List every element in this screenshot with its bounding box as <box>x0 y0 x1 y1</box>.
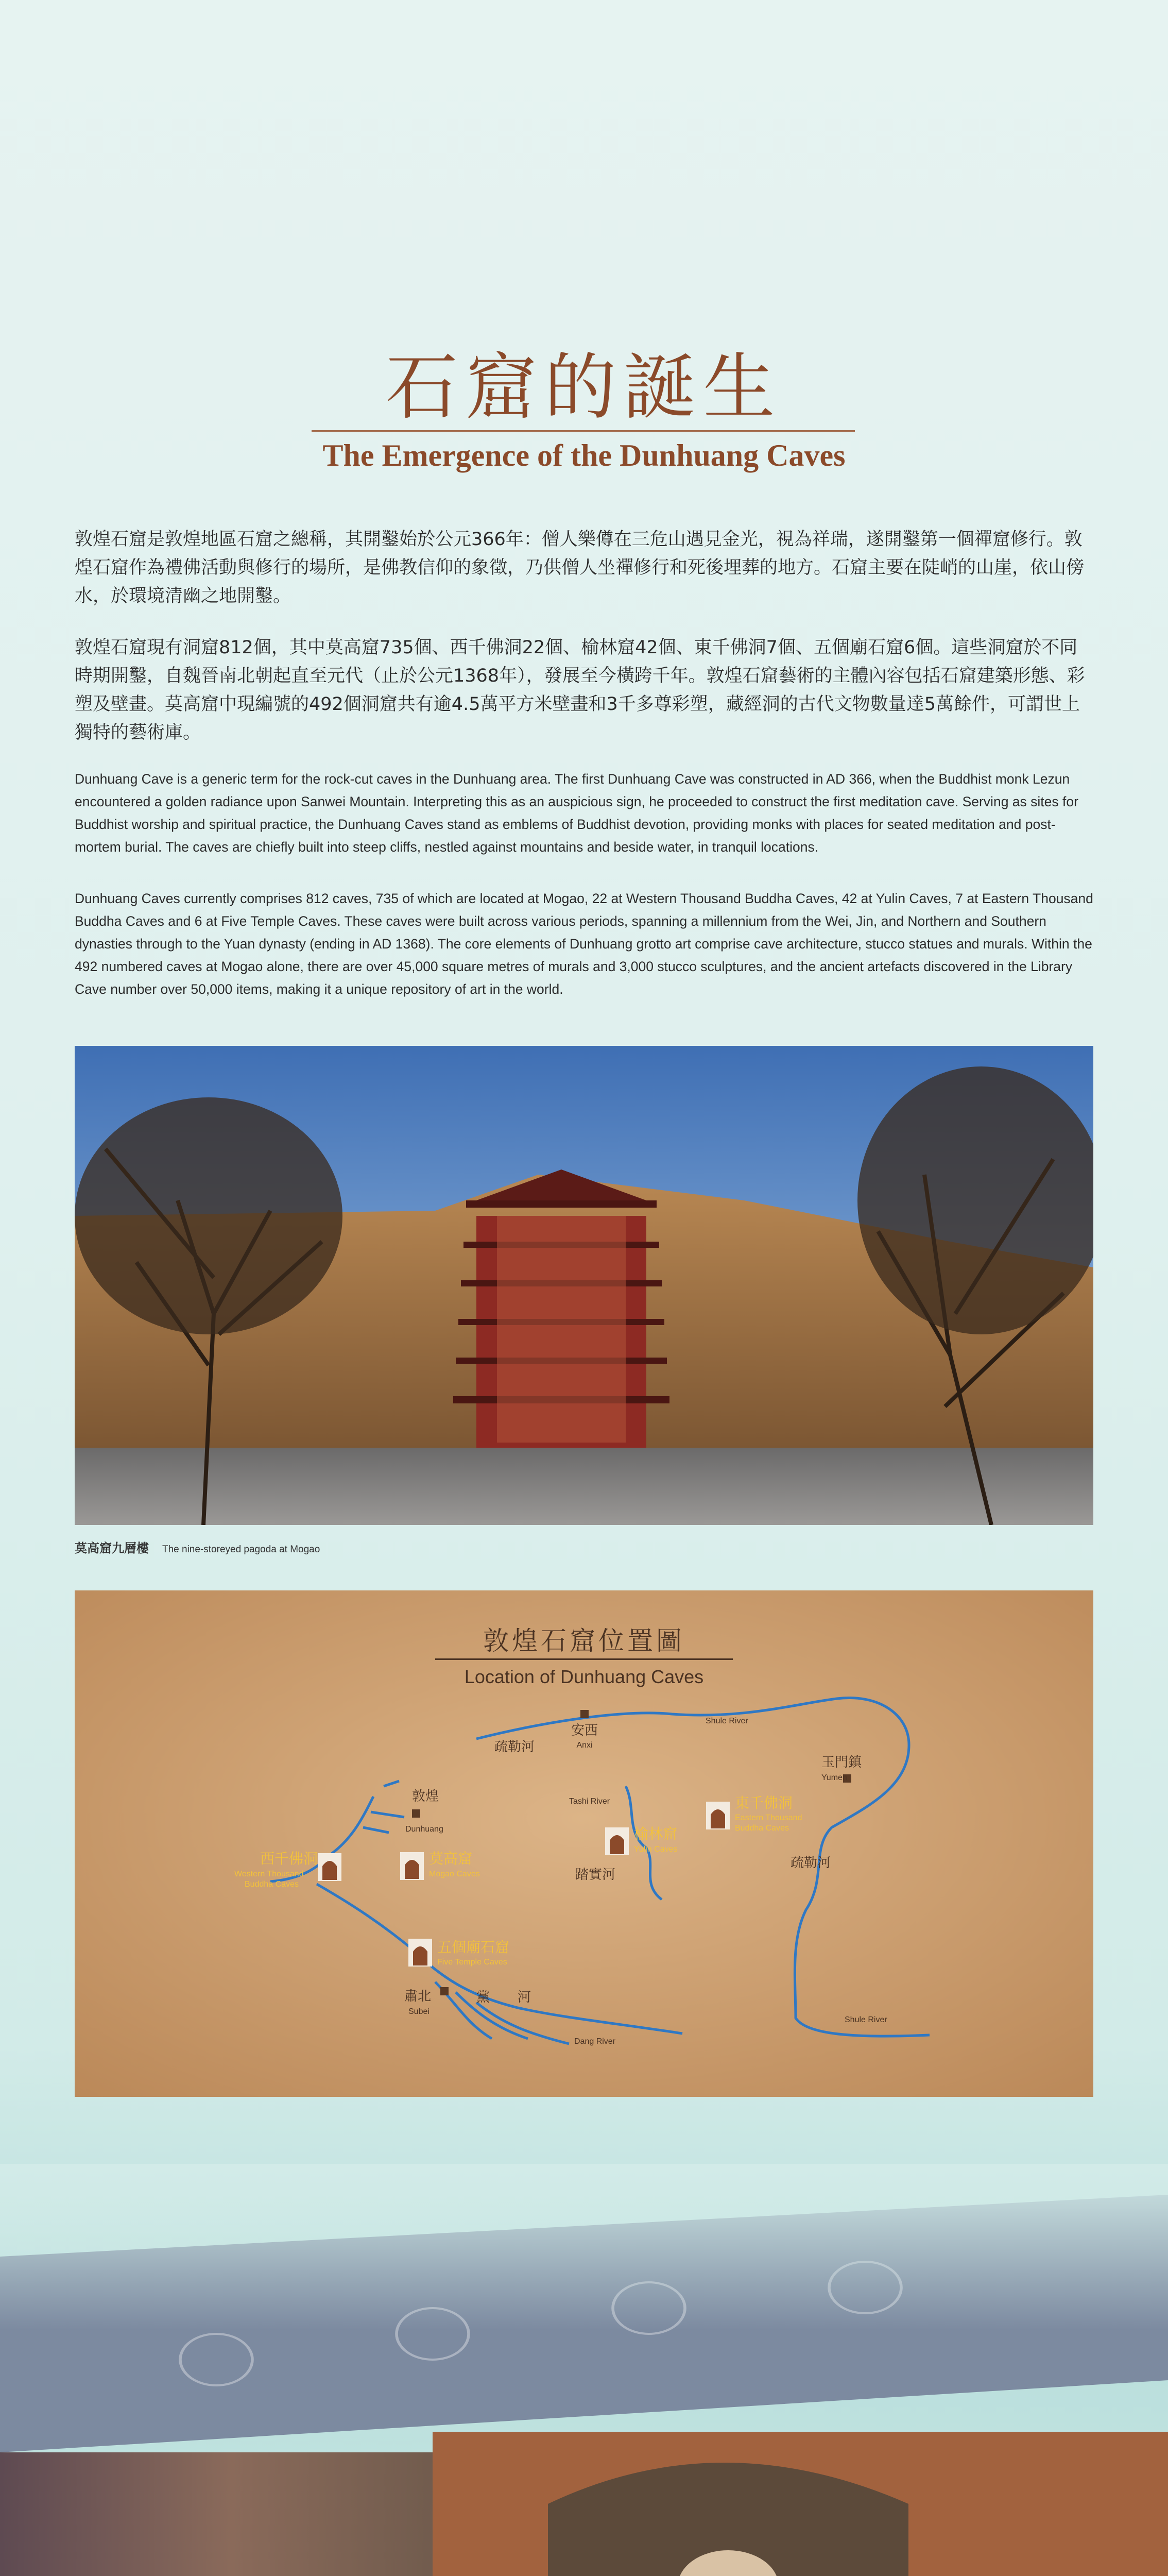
river-dang-chinese-1: 黨 <box>476 1989 490 2005</box>
page-title-chinese: 石窟的誕生 <box>385 346 782 430</box>
river-shule-english-2: Shule River <box>845 2015 887 2024</box>
cave-west-chinese: 西千佛洞 <box>260 1851 318 1867</box>
cave-icon-five <box>408 1939 432 1967</box>
river-shule-english-1: Shule River <box>706 1717 748 1725</box>
cave-icon-mogao <box>400 1852 424 1880</box>
page-title-english: The Emergence of the Dunhuang Caves <box>322 438 846 472</box>
river-tashi-english: Tashi River <box>569 1797 610 1806</box>
place-dunhuang-chinese: 敦煌 <box>412 1788 439 1804</box>
place-anxi-chinese: 安西 <box>571 1722 598 1738</box>
river-shule-chinese-1: 疏勒河 <box>494 1739 535 1754</box>
place-subei-chinese: 肅北 <box>404 1988 432 2004</box>
cave-west-english-2: Buddha Caves <box>245 1880 299 1889</box>
photo-caption-chinese: 莫高窟九層樓 <box>75 1541 149 1555</box>
river-dang-chinese-2: 河 <box>518 1989 531 2005</box>
cave-yulin-chinese: 榆林窟 <box>634 1826 678 1842</box>
cave-five-chinese: 五個廟石窟 <box>437 1939 510 1955</box>
place-anxi-english: Anxi <box>576 1741 593 1750</box>
place-dunhuang-english: Dunhuang <box>405 1825 443 1834</box>
river-tashi-chinese: 踏實河 <box>575 1867 616 1882</box>
cave-interior-image <box>0 2164 1168 2576</box>
place-yumen-chinese: 玉門鎮 <box>821 1754 862 1770</box>
chinese-paragraph-1: 敦煌石窟是敦煌地區石窟之總稱，其開鑿始於公元366年：僧人樂僔在三危山遇見金光，視為祥瑞，遂開鑿第一個禪窟修行。敦煌石窟作為禮佛活動與修行的場所，是佛教信仰的象徵，乃供僧人坐禪修行和死後埋葬的地方。石窟主要在陡峭的山崖，依山傍水，於環境清幽之地開鑿。 <box>75 529 1085 606</box>
cave-icon-west <box>318 1853 341 1881</box>
chinese-paragraph-2: 敦煌石窟現有洞窟812個，其中莫高窟735個、西千佛洞22個、榆林窟42個、東千佛洞7個、五個廟石窟6個。這些洞窟於不同時期開鑿，自魏晉南北朝起直至元代（止於公元1368年），發展至今橫跨千年。敦煌石窟藝術的主體內容包括石窟建築形態、彩塑及壁畫。莫高窟中現編號的492個洞窟共有逾4.5萬平方米壁畫和3千多尊彩塑，藏經洞的古代文物數量達5萬餘件，可謂世上獨特的藝術庫。 <box>75 637 1085 743</box>
cave-icon-east <box>706 1802 730 1829</box>
cave-west-english-1: Western Thousand <box>234 1870 304 1878</box>
english-paragraph-1: Dunhuang Cave is a generic term for the rock-cut caves in the Dunhuang area. The first Dunhuang Cave was constructed in AD 366, when the Buddhist monk Lezun encountered a golden radiance upon Sanwei Mountain. Interpreting this as an auspicious sign, he proceeded to construct the first meditation cave. Serving as sites for Buddhist worship and spiritual practice, the Dunhuang Caves stand as emblems of Buddhist devotion, providing monks with places for seated meditation and post-mortem burial. The caves are chiefly built into steep cliffs, nestled against mountains and beside water, in tranquil locations. <box>75 771 1078 855</box>
photo-caption-english: The nine-storeyed pagoda at Mogao <box>162 1544 320 1555</box>
photo-caption <box>75 1538 320 1556</box>
cave-icon-yulin <box>605 1827 629 1855</box>
cave-east-chinese: 東千佛洞 <box>735 1795 793 1811</box>
location-map <box>75 1590 1093 2097</box>
place-subei-english: Subei <box>408 2007 430 2016</box>
cave-yulin-english: Yulin Caves <box>634 1845 678 1854</box>
map-title-english: Location of Dunhuang Caves <box>464 1666 704 1687</box>
cave-five-english: Five Temple Caves <box>437 1958 507 1967</box>
title-divider <box>312 430 855 432</box>
river-dang-english: Dang River <box>574 2037 616 2046</box>
river-shule-chinese-2: 疏勒河 <box>791 1855 831 1870</box>
cave-east-english-2: Buddha Caves <box>735 1824 789 1833</box>
map-title-divider <box>435 1658 733 1660</box>
cave-east-english-1: Eastern Thousand <box>735 1814 802 1822</box>
map-title-chinese: 敦煌石窟位置圖 <box>483 1626 685 1655</box>
cave-mogao-chinese: 莫高窟 <box>429 1851 473 1867</box>
english-paragraph-2: Dunhuang Caves currently comprises 812 caves, 735 of which are located at Mogao, 22 at Western Thousand Buddha Caves, 42 at Yulin Caves, 7 at Eastern Thousand Buddha Caves and 6 at Five Temple Caves. These caves were built across various periods, spanning a millennium from the Wei, Jin, and Northern and Southern dynasties through to the Yuan dynasty (ending in AD 1368). The core elements of Dunhuang grotto art comprise cave architecture, stucco statues and murals. Within the 492 numbered caves at Mogao alone, there are over 45,000 square metres of murals and 3,000 stucco sculptures, and the ancient artefacts discovered in the Library Cave number over 50,000 items, making it a unique repository of art in the world. <box>75 891 1093 997</box>
pagoda-photo <box>75 1046 1093 1525</box>
place-yumen-english: Yumen <box>821 1773 847 1782</box>
cave-mogao-english: Mogao Caves <box>429 1870 480 1878</box>
